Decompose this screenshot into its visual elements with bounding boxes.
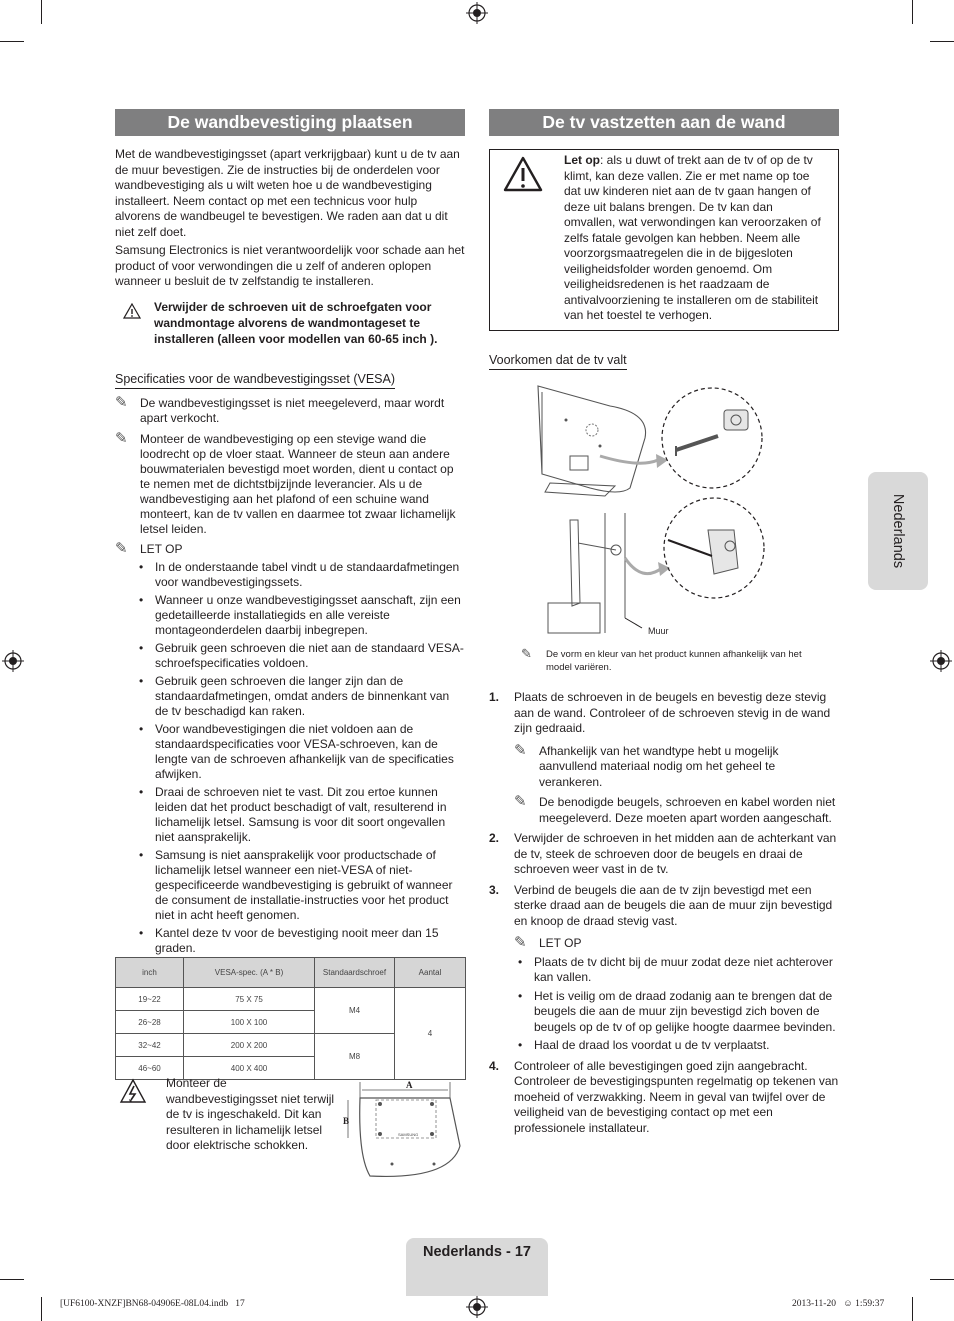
note-text: De benodigde beugels, schroeven en kabel worden niet meegeleverd. Deze moeten apart worden aangeschaft.	[539, 795, 836, 825]
intro-paragraph: Met de wandbevestigingsset (apart verkrijgbaar) kunt u de tv aan de muur bevestigen. Zie de instructies bij de onderdelen voor wandbevestiging als u wilt weten hoe u de wandbevestiging installeert. Neem contact op met een technicus voor hulp alvorens de wandbeugel te bevestigen. We raden aan dat u dit niet zelf doet.	[115, 147, 460, 239]
step-number: 4.	[489, 1058, 500, 1073]
pencil-note-icon: ✎	[514, 934, 527, 951]
table-cell: 32~42	[116, 1034, 184, 1057]
pencil-note-icon: ✎	[115, 394, 128, 411]
electric-shock-warning-icon	[119, 1078, 147, 1114]
note-text: De wandbevestigingsset is niet meegeleverd, maar wordt apart verkocht.	[140, 396, 445, 425]
registration-mark-icon	[466, 1296, 488, 1318]
step-note	[514, 741, 839, 791]
crop-mark	[930, 41, 954, 42]
step-item	[489, 1059, 839, 1137]
table-cell: M4	[315, 988, 395, 1034]
table-header-row	[116, 958, 466, 988]
shock-warning-text: Monteer de wandbevestigingsset niet terwijl de tv is ingeschakeld. Dit kan resulteren in lichamelijk letsel door elektrische schokken.	[166, 1076, 335, 1152]
crop-mark	[912, 1297, 913, 1321]
list-item: • Plaats de tv dicht bij de muur zodat deze niet achterover kan vallen.	[514, 955, 839, 986]
column-header: Aantal	[395, 958, 466, 988]
table-cell: 400 X 400	[184, 1057, 315, 1080]
prevent-section-title: Voorkomen dat de tv valt	[489, 353, 627, 370]
vesa-section-title: Specificaties voor de wandbevestigingsset (VESA)	[115, 372, 395, 389]
step-item	[489, 883, 839, 1054]
crop-mark	[0, 1279, 24, 1280]
steps-container	[489, 690, 839, 1141]
left-column-text	[115, 147, 465, 290]
step-note	[514, 936, 839, 952]
pencil-note-icon: ✎	[514, 741, 527, 759]
table-cell: 100 X 100	[184, 1011, 315, 1034]
table-cell: 26~28	[116, 1011, 184, 1034]
step-text: Controleer of alle bevestigingen goed zijn aangebracht. Controleer de bevestigingspunten regelmatig op tekenen van moeheid of verzwakking. Neem in geval van twijfel over de veiligheid van de bevestiging contact op met een professionele installateur.	[514, 1058, 839, 1135]
list-item: • Het is veilig om de draad zodanig aan te brengen dat de beugels die aan de muur zijn bevestigd zich boven de beugels op de tv of op gelijke hoogte daarmee bevinden.	[514, 989, 839, 1036]
column-header: inch	[116, 958, 184, 988]
table-cell: 46~60	[116, 1057, 184, 1080]
step3-bullet-list	[514, 955, 839, 1054]
step-number: 3.	[489, 882, 500, 897]
image-note	[521, 648, 821, 674]
vesa-spec-table	[115, 957, 466, 1080]
vesa-dimension-diagram	[340, 1076, 465, 1186]
step-item	[489, 690, 839, 826]
table-cell: 200 X 200	[184, 1034, 315, 1057]
step-text: Verbind de beugels die aan de tv zijn bevestigd met een sterke draad aan de beugels die aan de muur zijn bevestigd en knoop de draad stevig vast.	[514, 882, 833, 928]
section-header-wall-mount: De wandbevestiging plaatsen	[115, 109, 465, 136]
pencil-note-icon: ✎	[514, 793, 527, 810]
table-cell: M8	[315, 1034, 395, 1080]
wall-label: Muur	[648, 626, 669, 636]
note-text: Afhankelijk van het wandtype hebt u mogelijk aanvullend materiaal nodig om het geheel te verankeren.	[539, 743, 779, 789]
crop-mark	[41, 0, 42, 24]
table-row	[116, 988, 466, 1011]
note-sturdy-wall	[115, 432, 465, 537]
warning-label: Let op	[564, 153, 600, 167]
vesa-notes	[115, 396, 465, 959]
step-number: 2.	[489, 831, 500, 845]
list-item: • Samsung is niet aansprakelijk voor productschade of lichamelijk letsel wanneer een niet-VESA of niet-gespecificeerde wandbevestiging is gebruikt of wanneer de consument de installatie-instructies voor het product niet in acht heeft genomen.	[135, 848, 465, 923]
list-item: • Gebruik geen schroeven die langer zijn dan de standaardafmetingen, omdat anders de binnenkant van de tv beschadigd kan raken.	[135, 674, 465, 719]
note-not-included	[115, 396, 465, 426]
list-item: • Voor wandbevestigingen die niet voldoen aan de standaardspecificaties voor VESA-schroeven, kan de lengte van de schroeven afhankelijk van de specificaties afwijken.	[135, 722, 465, 782]
footer-file-info: [UF6100-XNZF]BN68-04906E-08L04.indb 17	[60, 1299, 245, 1309]
crop-mark	[912, 0, 913, 24]
step-item	[489, 831, 839, 878]
warning-icon	[503, 156, 543, 192]
language-tab-label: Nederlands	[890, 493, 906, 569]
note-text: De vorm en kleur van het product kunnen afhankelijk van het model variëren.	[546, 649, 802, 673]
step-text: Verwijder de schroeven in het midden aan de achterkant van de tv, steek de schroeven door de beugels en draai de schroeven weer vast in de tv.	[514, 831, 837, 876]
anti-fall-illustration	[530, 378, 770, 640]
footer-timestamp: 2013-11-20 ☺ 1:59:37	[792, 1299, 885, 1309]
list-item: • Kantel deze tv voor de bevestiging nooit meer dan 15 graden.	[135, 926, 465, 956]
diagram-label-b: B	[343, 1116, 350, 1126]
prevent-title-wrap	[489, 351, 627, 370]
list-item: • Draai de schroeven niet te vast. Dit zou ertoe kunnen leiden dat het product beschadigt of valt, resulterend in lichamelijk letsel. Samsung is voor dit soort ongevallen niet aansprakelijk.	[135, 785, 465, 845]
table-cell: 19~22	[116, 988, 184, 1011]
step-number: 1.	[489, 690, 500, 704]
list-item: • In de onderstaande tabel vindt u de standaardafmetingen voor wandbevestigingssets.	[135, 560, 465, 590]
steps-list	[489, 690, 839, 1136]
list-item: • Haal de draad los voordat u de tv verplaatst.	[514, 1038, 839, 1054]
note-let-op	[115, 542, 465, 557]
note-text: LET OP	[140, 542, 183, 556]
list-item: • Wanneer u onze wandbevestigingsset aanschaft, zijn een gedetailleerde installatiegids en alle vereiste montageonderdelen daarbij inbegrepen.	[135, 593, 465, 638]
table-cell: 4	[395, 988, 466, 1080]
caution-icon	[123, 303, 141, 319]
note-text: Monteer de wandbevestiging op een stevige wand die loodrecht op de vloer staat. Wanneer de steun aan andere bouwmaterialen bevestigd moet worden, dient u contact op te nemen met de dichtstbijzijnde leverancier. Als u de wandbevestiging aan het plafond of een schuine wand monteert, kan de tv vallen en daarmee tot zwaar lichamelijk letsel leiden.	[140, 432, 456, 536]
table-cell: 75 X 75	[184, 988, 315, 1011]
crop-mark	[41, 1297, 42, 1321]
note-text: LET OP	[539, 936, 582, 950]
note-shape-color	[521, 648, 821, 674]
step-note	[514, 795, 839, 826]
warning-body: : als u duwt of trekt aan de tv of op de tv klimt, kan deze vallen. Zie er met name op toe dat uw kinderen niet aan de tv gaan hangen of deze uit balans brengen. De tv kan dan omvallen, wat verwondingen kan veroorzaken of zelfs fatale gevolgen kan hebben. Neem alle voorzorgsmaatregelen die in de bijgesloten veiligheidsfolder worden genoemd. Om veiligheidsredenen is het raadzaam de antivalvoorziening te installeren om de stabiliteit van het toestel te verhogen.	[564, 153, 821, 322]
list-item: • Gebruik geen schroeven die niet aan de standaard VESA-schroefspecificaties voldoen.	[135, 641, 465, 671]
column-header: VESA-spec. (A * B)	[184, 958, 315, 988]
registration-mark-icon	[2, 650, 24, 672]
page-number-label: Nederlands - 17	[423, 1244, 531, 1260]
crop-mark	[0, 41, 24, 42]
registration-mark-icon	[930, 650, 952, 672]
caution-text: Verwijder de schroeven uit de schroefgaten voor wandmontage alvorens de wandmontageset te installeren (alleen voor modellen van 60-65 inch ).	[154, 300, 438, 346]
registration-mark-icon	[466, 2, 488, 24]
vesa-bullet-list	[135, 560, 465, 956]
crop-mark	[930, 1279, 954, 1280]
pencil-note-icon: ✎	[521, 646, 532, 661]
section-header-secure-tv: De tv vastzetten aan de wand	[489, 109, 839, 136]
vesa-title-wrap	[115, 370, 395, 389]
diagram-brand-label: SAMSUNG	[398, 1132, 419, 1137]
liability-paragraph: Samsung Electronics is niet verantwoordelijk voor schade aan het product of voor verwondingen die u zelf of anderen oplopen wanneer u besluit de tv zelfstandig te installeren.	[115, 243, 465, 288]
pencil-note-icon: ✎	[115, 540, 128, 557]
column-header: Standaardschroef	[315, 958, 395, 988]
step-text: Plaats de schroeven in de beugels en bevestig deze stevig aan de wand. Controleer of de schroeven stevig in de wand zijn gedraaid.	[514, 690, 831, 735]
diagram-label-a: A	[406, 1080, 413, 1090]
warning-text	[564, 153, 826, 324]
pencil-note-icon: ✎	[115, 430, 128, 447]
